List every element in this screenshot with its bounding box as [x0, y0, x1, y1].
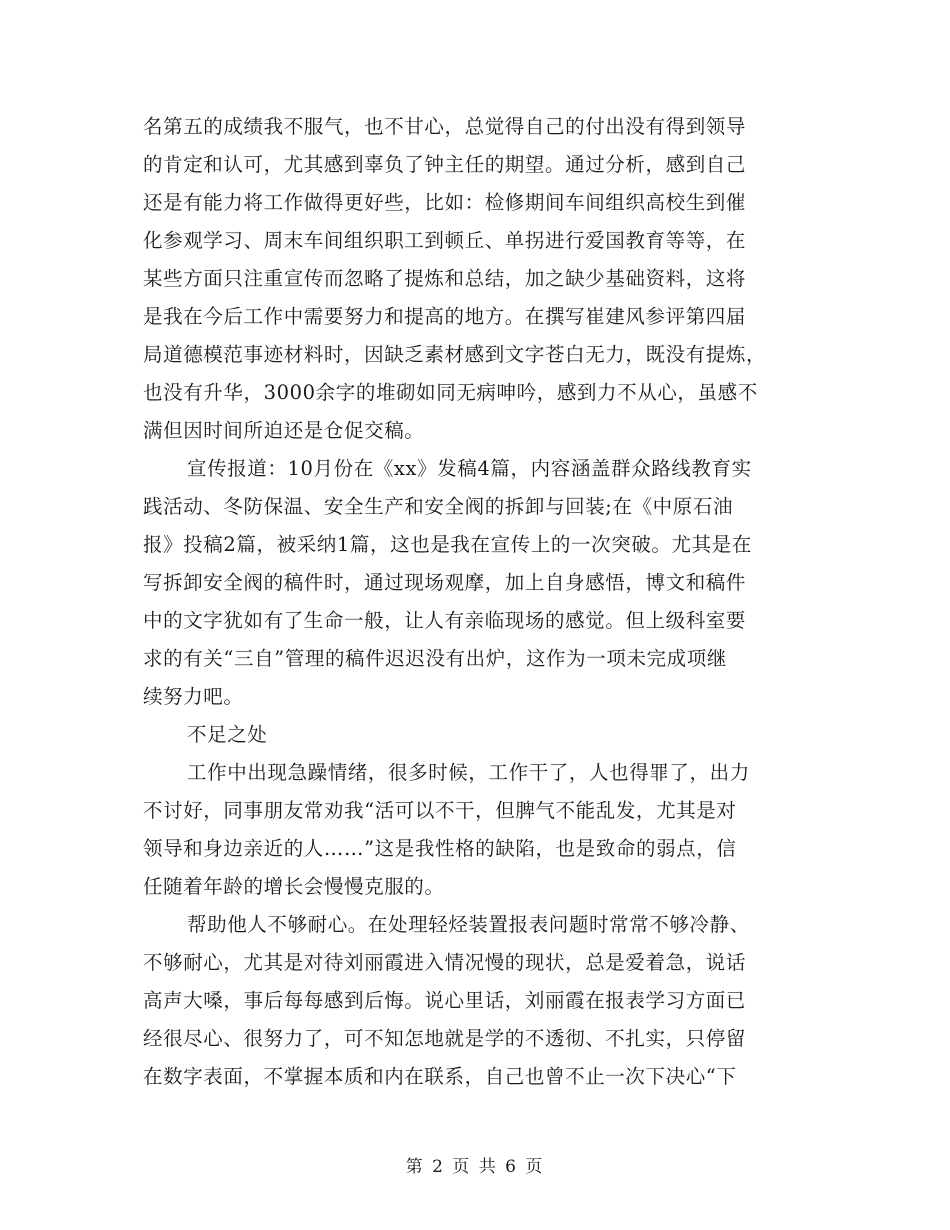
document-body	[143, 108, 813, 1096]
paragraph	[143, 906, 813, 1096]
paragraph	[143, 754, 813, 906]
text-line: 不讨好，同事朋友常劝我“活可以不干，但脾气不能乱发，尤其是对	[143, 799, 737, 822]
text-line: 化参观学习、周末车间组织职工到顿丘、单拐进行爱国教育等等，在	[143, 229, 747, 252]
text-line: 帮助他人不够耐心。在处理轻烃装置报表问题时常常不够冷静、	[187, 913, 750, 936]
text-line: 名第五的成绩我不服气，也不甘心，总觉得自己的付出没有得到领导	[143, 115, 747, 138]
text-line: 中的文字犹如有了生命一般，让人有亲临现场的感觉。但上级科室要	[143, 609, 747, 632]
text-line: 践活动、冬防保温、安全生产和安全阀的拆卸与回装;在《中原石油	[143, 495, 734, 518]
paragraph	[143, 450, 813, 716]
text-line: 写拆卸安全阀的稿件时，通过现场观摩，加上自身感悟，博文和稿件	[143, 571, 747, 594]
page-number-footer: 第 2 页 共 6 页	[405, 1157, 545, 1177]
text-line: 还是有能力将工作做得更好些，比如：检修期间车间组织高校生到催	[143, 191, 747, 214]
text-line: 工作中出现急躁情绪，很多时候，工作干了，人也得罪了，出力	[187, 761, 750, 784]
text-line: 是我在今后工作中需要努力和提高的地方。在撰写崔建风参评第四届	[143, 305, 747, 328]
text-line: 满但因时间所迫还是仓促交稿。	[143, 419, 425, 442]
text-line: 高声大嗓，事后每每感到后悔。说心里话，刘丽霞在报表学习方面已	[143, 989, 747, 1012]
text-line: 任随着年龄的增长会慢慢克服的。	[143, 875, 445, 898]
text-line: 报》投稿2篇，被采纳1篇，这也是我在宣传上的一次突破。尤其是在	[143, 533, 752, 556]
text-line: 也没有升华，3000余字的堆砌如同无病呻吟，感到力不从心，虽感不	[143, 381, 758, 404]
text-line: 在数字表面，不掌握本质和内在联系，自己也曾不止一次下决心“下	[143, 1065, 737, 1088]
text-line: 某些方面只注重宣传而忽略了提炼和总结，加之缺少基础资料，这将	[143, 267, 747, 290]
section-heading	[143, 716, 813, 754]
text-line: 局道德模范事迹材料时，因缺乏素材感到文字苍白无力，既没有提炼，	[143, 343, 767, 366]
text-line: 求的有关“三自”管理的稿件迟迟没有出炉，这作为一项未完成项继	[143, 647, 727, 670]
text-line: 领导和身边亲近的人……”这是我性格的缺陷，也是致命的弱点，信	[143, 837, 737, 860]
text-line: 的肯定和认可，尤其感到辜负了钟主任的期望。通过分析，感到自己	[143, 153, 747, 176]
text-line: 不够耐心，尤其是对待刘丽霞进入情况慢的现状，总是爱着急，说话	[143, 951, 747, 974]
text-line: 续努力吧。	[143, 685, 244, 708]
heading-text: 不足之处	[187, 723, 268, 746]
paragraph	[143, 108, 813, 450]
text-line: 经很尽心、很努力了，可不知怎地就是学的不透彻、不扎实，只停留	[143, 1027, 747, 1050]
text-line: 宣传报道：10月份在《xx》发稿4篇，内容涵盖群众路线教育实	[187, 457, 752, 480]
